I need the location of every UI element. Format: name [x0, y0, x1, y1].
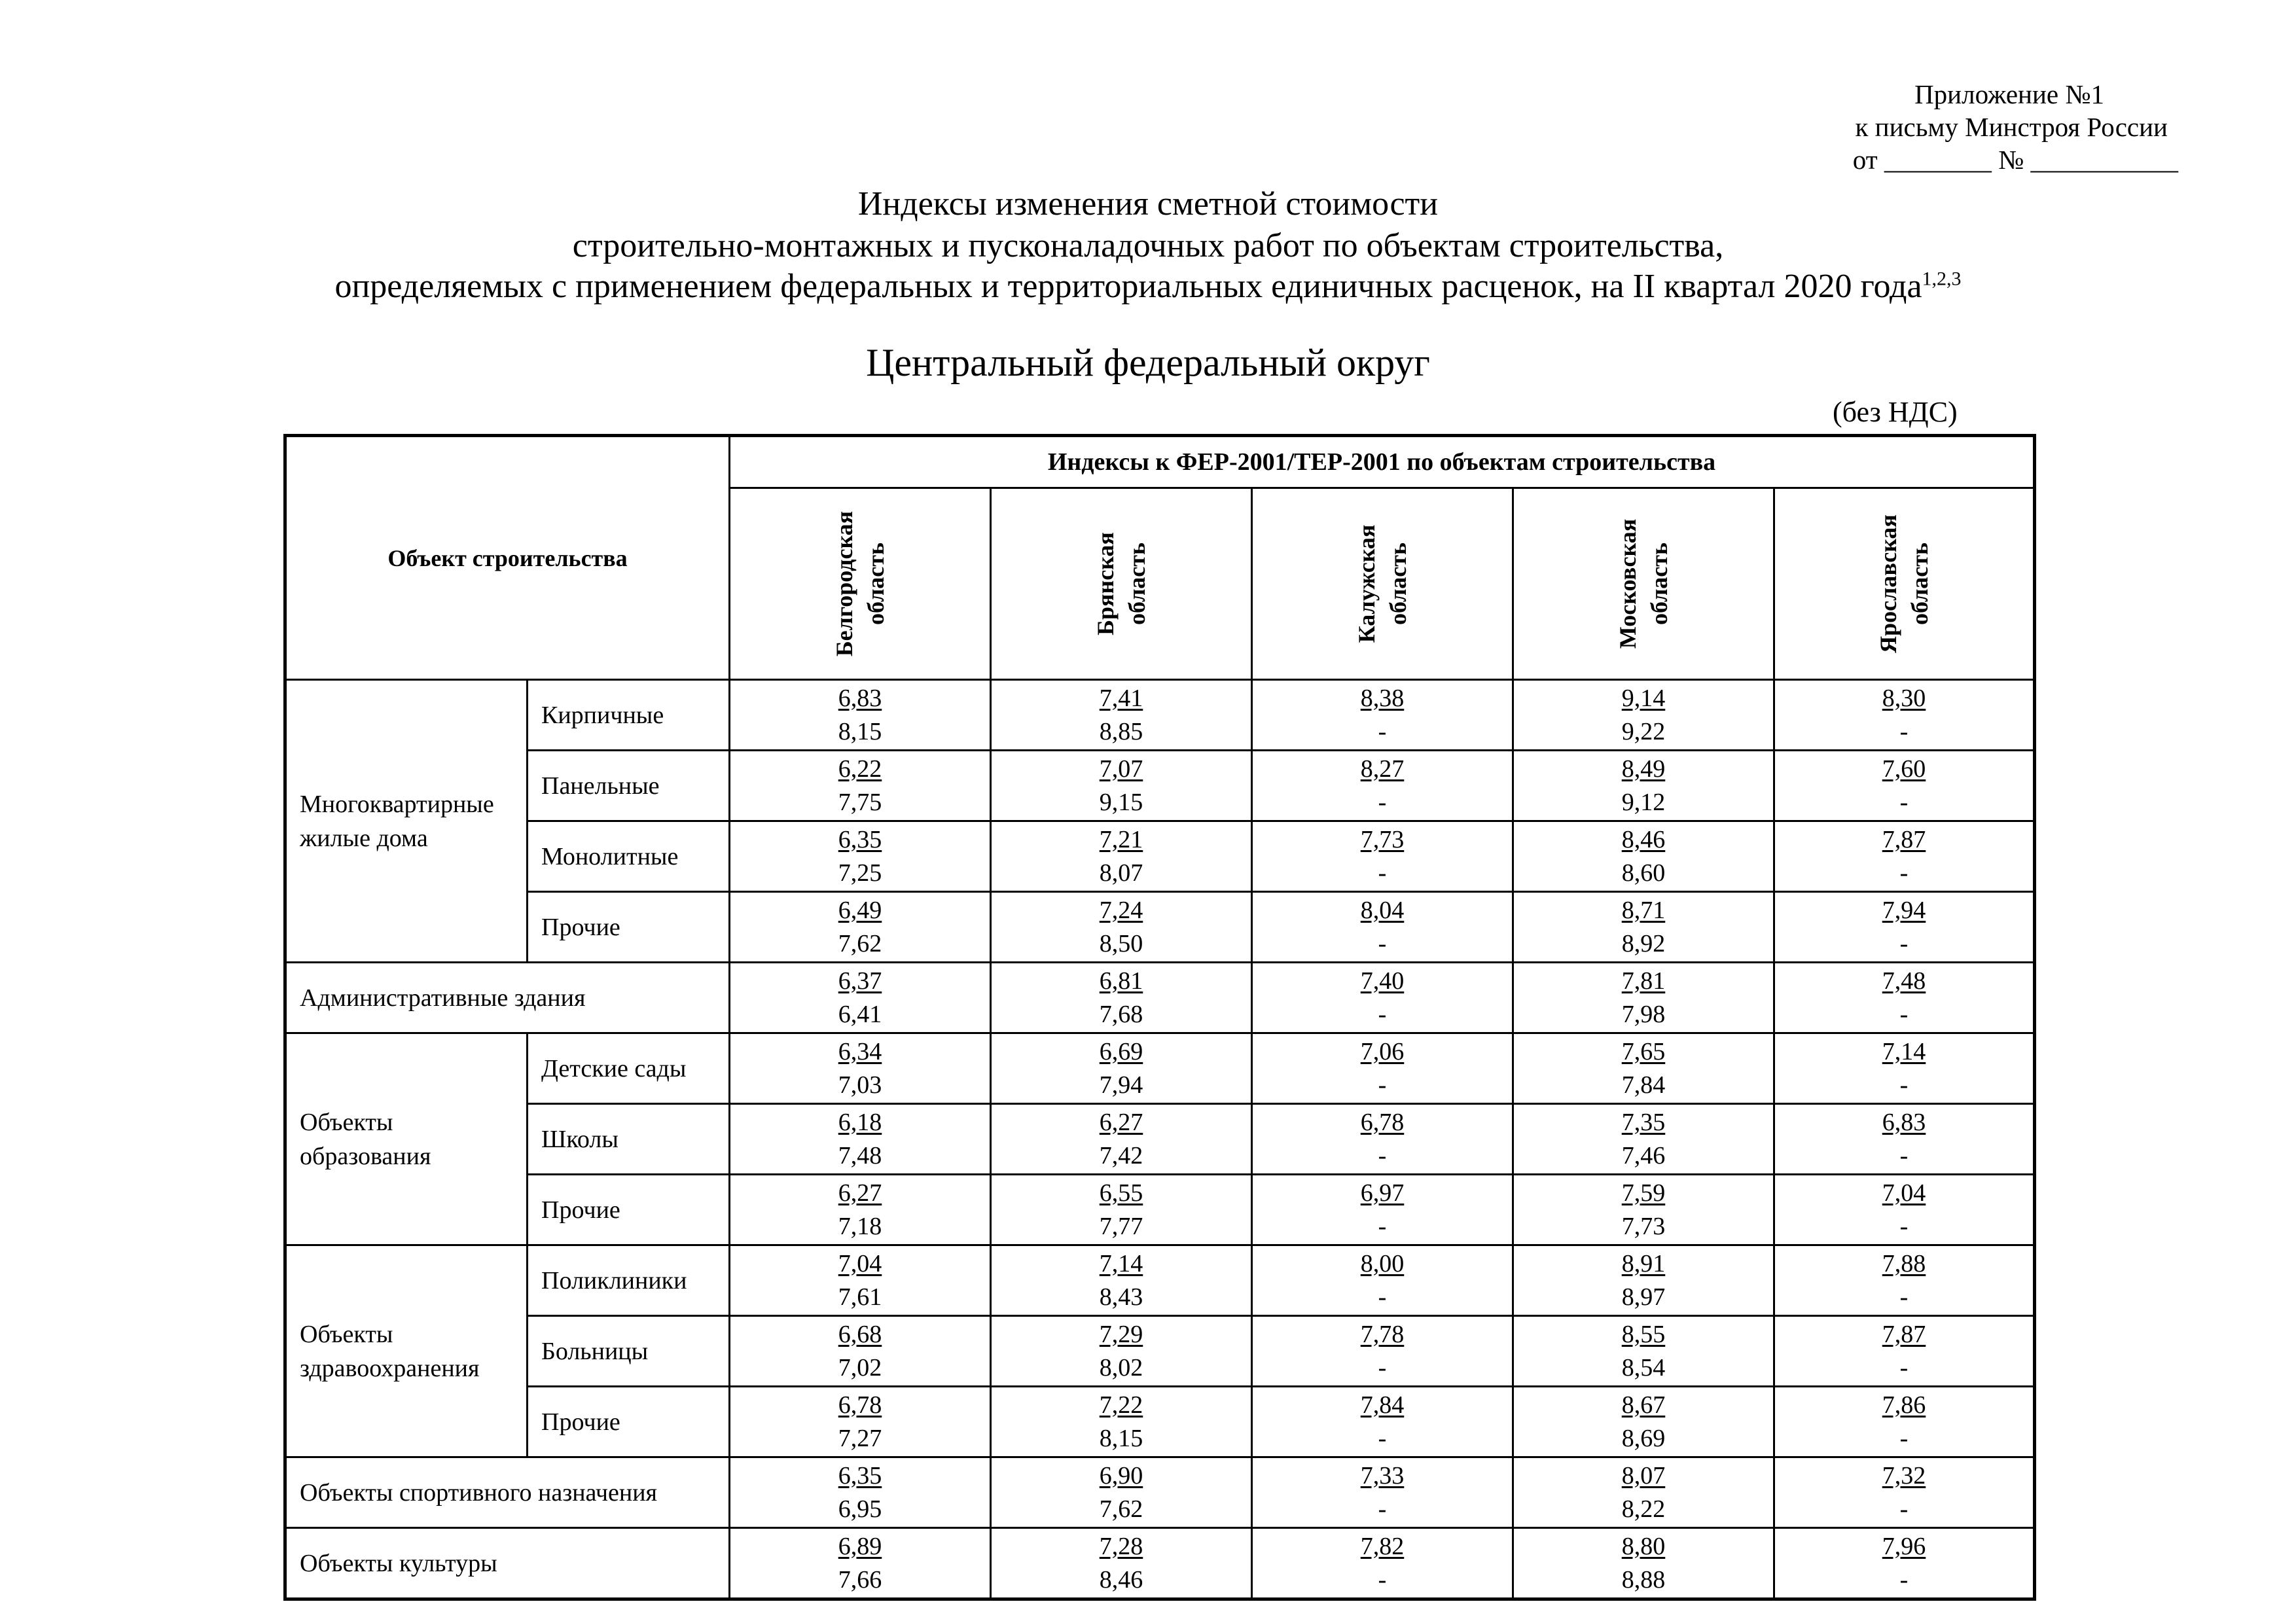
- ter-index: -: [1378, 1000, 1387, 1028]
- index-cell: [991, 1104, 1252, 1175]
- subgroup-name: Монолитные: [528, 821, 730, 892]
- ter-index: -: [1899, 1283, 1909, 1311]
- fer-index: 6,22: [838, 755, 882, 783]
- ter-index: -: [1378, 1212, 1387, 1240]
- ter-index: -: [1378, 929, 1387, 957]
- ter-index: 7,42: [1099, 1141, 1143, 1169]
- fer-index: 7,14: [1882, 1037, 1926, 1065]
- ter-index: 7,84: [1621, 1071, 1666, 1099]
- index-table: [283, 434, 2036, 1601]
- column-header-text: [1090, 532, 1153, 635]
- subgroup-name: Прочие: [528, 1175, 730, 1245]
- index-cell: [991, 1316, 1252, 1387]
- fer-index: 6,78: [1360, 1108, 1405, 1136]
- column-header: [991, 488, 1252, 680]
- subgroup-name: Школы: [528, 1104, 730, 1175]
- fer-index: 7,14: [1099, 1249, 1143, 1277]
- vat-note: (без НДС): [1833, 396, 1958, 428]
- table-row: [285, 963, 2035, 1033]
- fer-index: 7,96: [1882, 1532, 1926, 1560]
- column-header-text: [829, 511, 891, 656]
- fer-index: 8,00: [1360, 1249, 1405, 1277]
- ter-index: 8,97: [1621, 1283, 1666, 1311]
- fer-index: 8,27: [1360, 755, 1405, 783]
- ter-index: -: [1899, 717, 1909, 745]
- index-cell: [730, 1245, 991, 1316]
- ter-index: -: [1378, 1353, 1387, 1382]
- index-cell: [730, 1528, 991, 1599]
- column-header-line: область: [1385, 543, 1411, 625]
- fer-index: 7,28: [1099, 1532, 1143, 1560]
- ter-index: 7,66: [838, 1565, 882, 1594]
- table-row: [285, 1245, 2035, 1316]
- index-cell: [730, 1316, 991, 1387]
- index-cell: [991, 1033, 1252, 1104]
- attachment-letter-ref: к письму Минстроя России: [1855, 112, 2168, 142]
- fer-index: 7,73: [1360, 825, 1405, 853]
- fer-index: 7,87: [1882, 1320, 1926, 1348]
- subgroup-name: Прочие: [528, 892, 730, 963]
- column-header: [1252, 488, 1513, 680]
- index-cell: [1774, 1175, 2035, 1245]
- column-header-line: Калужская: [1354, 524, 1380, 643]
- ter-index: -: [1378, 1141, 1387, 1169]
- ter-index: 8,60: [1621, 859, 1666, 887]
- index-cell: [1774, 1245, 2035, 1316]
- ter-index: -: [1899, 1141, 1909, 1169]
- index-cell: [1252, 821, 1513, 892]
- ter-index: -: [1378, 788, 1387, 816]
- fer-index: 7,94: [1882, 896, 1926, 924]
- subgroup-name: Поликлиники: [528, 1245, 730, 1316]
- index-cell: [991, 1387, 1252, 1457]
- index-cell: [1252, 892, 1513, 963]
- fer-index: 7,81: [1621, 967, 1666, 995]
- table-body: [285, 436, 2035, 1599]
- fer-index: 7,22: [1099, 1391, 1143, 1419]
- fer-index: 7,82: [1360, 1532, 1405, 1560]
- fer-index: 8,67: [1621, 1391, 1666, 1419]
- index-cell: [1252, 1316, 1513, 1387]
- column-header-line: Московская: [1615, 518, 1641, 649]
- ter-index: 7,75: [838, 788, 882, 816]
- ter-index: -: [1378, 1283, 1387, 1311]
- ter-index: 7,62: [1099, 1495, 1143, 1523]
- table-row: [285, 1175, 2035, 1245]
- table-row: [285, 1316, 2035, 1387]
- title-footnote-refs: 1,2,3: [1922, 268, 1962, 290]
- ter-index: -: [1899, 859, 1909, 887]
- fer-index: 6,81: [1099, 967, 1143, 995]
- index-cell: [1252, 680, 1513, 751]
- column-header-line: область: [1124, 543, 1150, 626]
- index-cell: [1513, 1457, 1774, 1528]
- index-cell: [1252, 1245, 1513, 1316]
- table-row: [285, 1104, 2035, 1175]
- ter-index: 8,22: [1621, 1495, 1666, 1523]
- fer-index: 6,18: [838, 1108, 882, 1136]
- index-cell: [730, 1104, 991, 1175]
- fer-index: 8,71: [1621, 896, 1666, 924]
- subgroup-name: Детские сады: [528, 1033, 730, 1104]
- group-name: Объекты культуры: [285, 1528, 730, 1599]
- index-cell: [1513, 1245, 1774, 1316]
- index-cell: [991, 1175, 1252, 1245]
- fer-index: 8,80: [1621, 1532, 1666, 1560]
- index-cell: [1774, 1528, 2035, 1599]
- ter-index: 7,18: [838, 1212, 882, 1240]
- ter-index: 7,48: [838, 1141, 882, 1169]
- fer-index: 7,60: [1882, 755, 1926, 783]
- table-row: [285, 821, 2035, 892]
- subgroup-name: Прочие: [528, 1387, 730, 1457]
- index-cell: [1252, 751, 1513, 821]
- fer-index: 7,04: [1882, 1179, 1926, 1207]
- fer-index: 8,38: [1360, 684, 1405, 712]
- index-cell: [991, 751, 1252, 821]
- fer-index: 7,78: [1360, 1320, 1405, 1348]
- index-cell: [1252, 1387, 1513, 1457]
- fer-index: 7,29: [1099, 1320, 1143, 1348]
- index-cell: [1513, 821, 1774, 892]
- ter-index: -: [1899, 1000, 1909, 1028]
- ter-index: 7,62: [838, 929, 882, 957]
- index-cell: [1252, 1033, 1513, 1104]
- ter-index: -: [1899, 1565, 1909, 1594]
- table-row: [285, 1387, 2035, 1457]
- column-header-line: область: [863, 543, 889, 625]
- ter-index: -: [1899, 929, 1909, 957]
- fer-index: 7,41: [1099, 684, 1143, 712]
- index-cell: [1774, 1387, 2035, 1457]
- ter-index: 8,02: [1099, 1353, 1143, 1382]
- table-row: [285, 1033, 2035, 1104]
- ter-index: 7,73: [1621, 1212, 1666, 1240]
- fer-index: 6,90: [1099, 1461, 1143, 1489]
- ter-index: 8,54: [1621, 1353, 1666, 1382]
- column-header-text: [1873, 514, 1935, 653]
- fer-index: 6,83: [1882, 1108, 1926, 1136]
- column-header-line: Брянская: [1092, 532, 1119, 635]
- index-cell: [1774, 1457, 2035, 1528]
- index-cell: [991, 1528, 1252, 1599]
- table-row: [285, 892, 2035, 963]
- fer-index: 8,04: [1360, 896, 1405, 924]
- column-header: [730, 488, 991, 680]
- fer-index: 7,06: [1360, 1037, 1405, 1065]
- column-header-line: Ярославская: [1875, 514, 1901, 653]
- fer-index: 6,35: [838, 1461, 882, 1489]
- group-name: Объекты образования: [285, 1033, 528, 1245]
- fer-index: 7,04: [838, 1249, 882, 1277]
- table-row: [285, 1457, 2035, 1528]
- fer-index: 6,34: [838, 1037, 882, 1065]
- column-header-text: [1612, 519, 1675, 649]
- ter-index: 8,46: [1099, 1565, 1143, 1594]
- index-cell: [1252, 963, 1513, 1033]
- ter-index: -: [1378, 1565, 1387, 1594]
- index-cell: [1513, 1033, 1774, 1104]
- fer-index: 7,48: [1882, 967, 1926, 995]
- index-cell: [730, 1033, 991, 1104]
- index-cell: [991, 1245, 1252, 1316]
- table-row: [285, 1528, 2035, 1599]
- index-cell: [991, 892, 1252, 963]
- ter-index: 9,15: [1099, 788, 1143, 816]
- title-line-2: строительно-монтажных и пусконаладочных работ по объектам строительства,: [572, 227, 1724, 264]
- index-header: Индексы к ФЕР-2001/ТЕР-2001 по объектам строительства: [730, 436, 2035, 488]
- index-cell: [730, 821, 991, 892]
- ter-index: 8,15: [838, 717, 882, 745]
- ter-index: 7,27: [838, 1424, 882, 1452]
- ter-index: -: [1899, 1071, 1909, 1099]
- fer-index: 8,46: [1621, 825, 1666, 853]
- index-cell: [1513, 1316, 1774, 1387]
- fer-index: 9,14: [1621, 684, 1666, 712]
- fer-index: 8,07: [1621, 1461, 1666, 1489]
- ter-index: 7,25: [838, 859, 882, 887]
- index-cell: [1774, 892, 2035, 963]
- fer-index: 8,91: [1621, 1249, 1666, 1277]
- index-cell: [1774, 821, 2035, 892]
- ter-index: 8,15: [1099, 1424, 1143, 1452]
- ter-index: 6,95: [838, 1495, 882, 1523]
- group-name: Объекты спортивного назначения: [285, 1457, 730, 1528]
- ter-index: 8,07: [1099, 859, 1143, 887]
- group-name: Объекты здравоохранения: [285, 1245, 528, 1457]
- fer-index: 6,89: [838, 1532, 882, 1560]
- index-cell: [1774, 1033, 2035, 1104]
- ter-index: 8,43: [1099, 1283, 1143, 1311]
- index-cell: [1774, 1316, 2035, 1387]
- fer-index: 7,24: [1099, 896, 1143, 924]
- group-name: Многоквартирные жилые дома: [285, 680, 528, 963]
- fer-index: 7,65: [1621, 1037, 1666, 1065]
- table-row: [285, 751, 2035, 821]
- column-header-line: область: [1646, 543, 1672, 626]
- index-cell: [730, 892, 991, 963]
- ter-index: -: [1378, 1495, 1387, 1523]
- index-cell: [1774, 1104, 2035, 1175]
- ter-index: 8,88: [1621, 1565, 1666, 1594]
- ter-index: 8,69: [1621, 1424, 1666, 1452]
- ter-index: 7,61: [838, 1283, 882, 1311]
- ter-index: 9,12: [1621, 788, 1666, 816]
- index-cell: [1252, 1528, 1513, 1599]
- index-cell: [991, 821, 1252, 892]
- fer-index: 7,07: [1099, 755, 1143, 783]
- index-cell: [1252, 1104, 1513, 1175]
- ter-index: 9,22: [1621, 717, 1666, 745]
- index-cell: [1774, 751, 2035, 821]
- fer-index: 7,35: [1621, 1108, 1666, 1136]
- index-cell: [1513, 1387, 1774, 1457]
- fer-index: 6,27: [838, 1179, 882, 1207]
- group-name: Административные здания: [285, 963, 730, 1033]
- index-cell: [730, 1387, 991, 1457]
- region-heading: Центральный федеральный округ: [866, 341, 1430, 384]
- ter-index: -: [1378, 859, 1387, 887]
- ter-index: 7,94: [1099, 1071, 1143, 1099]
- fer-index: 6,27: [1099, 1108, 1143, 1136]
- ter-index: -: [1899, 1424, 1909, 1452]
- fer-index: 6,55: [1099, 1179, 1143, 1207]
- fer-index: 6,69: [1099, 1037, 1143, 1065]
- ter-index: 8,92: [1621, 929, 1666, 957]
- fer-index: 7,21: [1099, 825, 1143, 853]
- ter-index: -: [1899, 788, 1909, 816]
- column-header: [1774, 488, 2035, 680]
- subgroup-name: Больницы: [528, 1316, 730, 1387]
- fer-index: 7,84: [1360, 1391, 1405, 1419]
- ter-index: 6,41: [838, 1000, 882, 1028]
- fer-index: 7,87: [1882, 825, 1926, 853]
- index-cell: [991, 963, 1252, 1033]
- index-cell: [730, 751, 991, 821]
- title-line-3: [0, 267, 2296, 306]
- title-line-3-text: определяемых с применением федеральных и территориальных единичных расценок, на II квартал 2020 года: [334, 268, 1922, 305]
- column-header-line: Белгородская: [831, 510, 857, 657]
- fer-index: 6,37: [838, 967, 882, 995]
- fer-index: 7,32: [1882, 1461, 1926, 1489]
- title-line-1: Индексы изменения сметной стоимости: [857, 185, 1439, 223]
- index-cell: [1513, 1104, 1774, 1175]
- fer-index: 6,49: [838, 896, 882, 924]
- index-cell: [1513, 680, 1774, 751]
- ter-index: 7,03: [838, 1071, 882, 1099]
- fer-index: 6,97: [1360, 1179, 1405, 1207]
- attachment-number: Приложение №1: [1914, 79, 2104, 109]
- fer-index: 8,55: [1621, 1320, 1666, 1348]
- ter-index: 7,68: [1099, 1000, 1143, 1028]
- index-cell: [1774, 680, 2035, 751]
- index-cell: [1513, 1175, 1774, 1245]
- index-cell: [1252, 1175, 1513, 1245]
- index-cell: [730, 963, 991, 1033]
- object-header: Объект строительства: [285, 436, 730, 680]
- ter-index: 7,77: [1099, 1212, 1143, 1240]
- table-row: [285, 680, 2035, 751]
- column-header: [1513, 488, 1774, 680]
- index-cell: [730, 1175, 991, 1245]
- attachment-date-number: от ________ № ___________: [1852, 145, 2178, 175]
- index-cell: [1513, 751, 1774, 821]
- fer-index: 7,40: [1360, 967, 1405, 995]
- fer-index: 6,83: [838, 684, 882, 712]
- ter-index: -: [1378, 1424, 1387, 1452]
- ter-index: -: [1378, 1071, 1387, 1099]
- ter-index: -: [1378, 717, 1387, 745]
- fer-index: 8,30: [1882, 684, 1926, 712]
- column-header-line: область: [1907, 543, 1933, 626]
- ter-index: 8,50: [1099, 929, 1143, 957]
- fer-index: 7,86: [1882, 1391, 1926, 1419]
- fer-index: 6,78: [838, 1391, 882, 1419]
- index-cell: [730, 680, 991, 751]
- ter-index: -: [1899, 1212, 1909, 1240]
- index-cell: [730, 1457, 991, 1528]
- subgroup-name: Панельные: [528, 751, 730, 821]
- index-cell: [1513, 963, 1774, 1033]
- ter-index: 7,46: [1621, 1141, 1666, 1169]
- index-cell: [991, 1457, 1252, 1528]
- index-cell: [991, 680, 1252, 751]
- ter-index: -: [1899, 1495, 1909, 1523]
- fer-index: 6,35: [838, 825, 882, 853]
- index-cell: [1513, 1528, 1774, 1599]
- index-cell: [1252, 1457, 1513, 1528]
- fer-index: 7,33: [1360, 1461, 1405, 1489]
- fer-index: 7,59: [1621, 1179, 1666, 1207]
- index-cell: [1513, 892, 1774, 963]
- fer-index: 6,68: [838, 1320, 882, 1348]
- ter-index: 7,98: [1621, 1000, 1666, 1028]
- ter-index: -: [1899, 1353, 1909, 1382]
- column-header-text: [1351, 525, 1414, 643]
- fer-index: 8,49: [1621, 755, 1666, 783]
- ter-index: 7,02: [838, 1353, 882, 1382]
- index-cell: [1774, 963, 2035, 1033]
- fer-index: 7,88: [1882, 1249, 1926, 1277]
- ter-index: 8,85: [1099, 717, 1143, 745]
- subgroup-name: Кирпичные: [528, 680, 730, 751]
